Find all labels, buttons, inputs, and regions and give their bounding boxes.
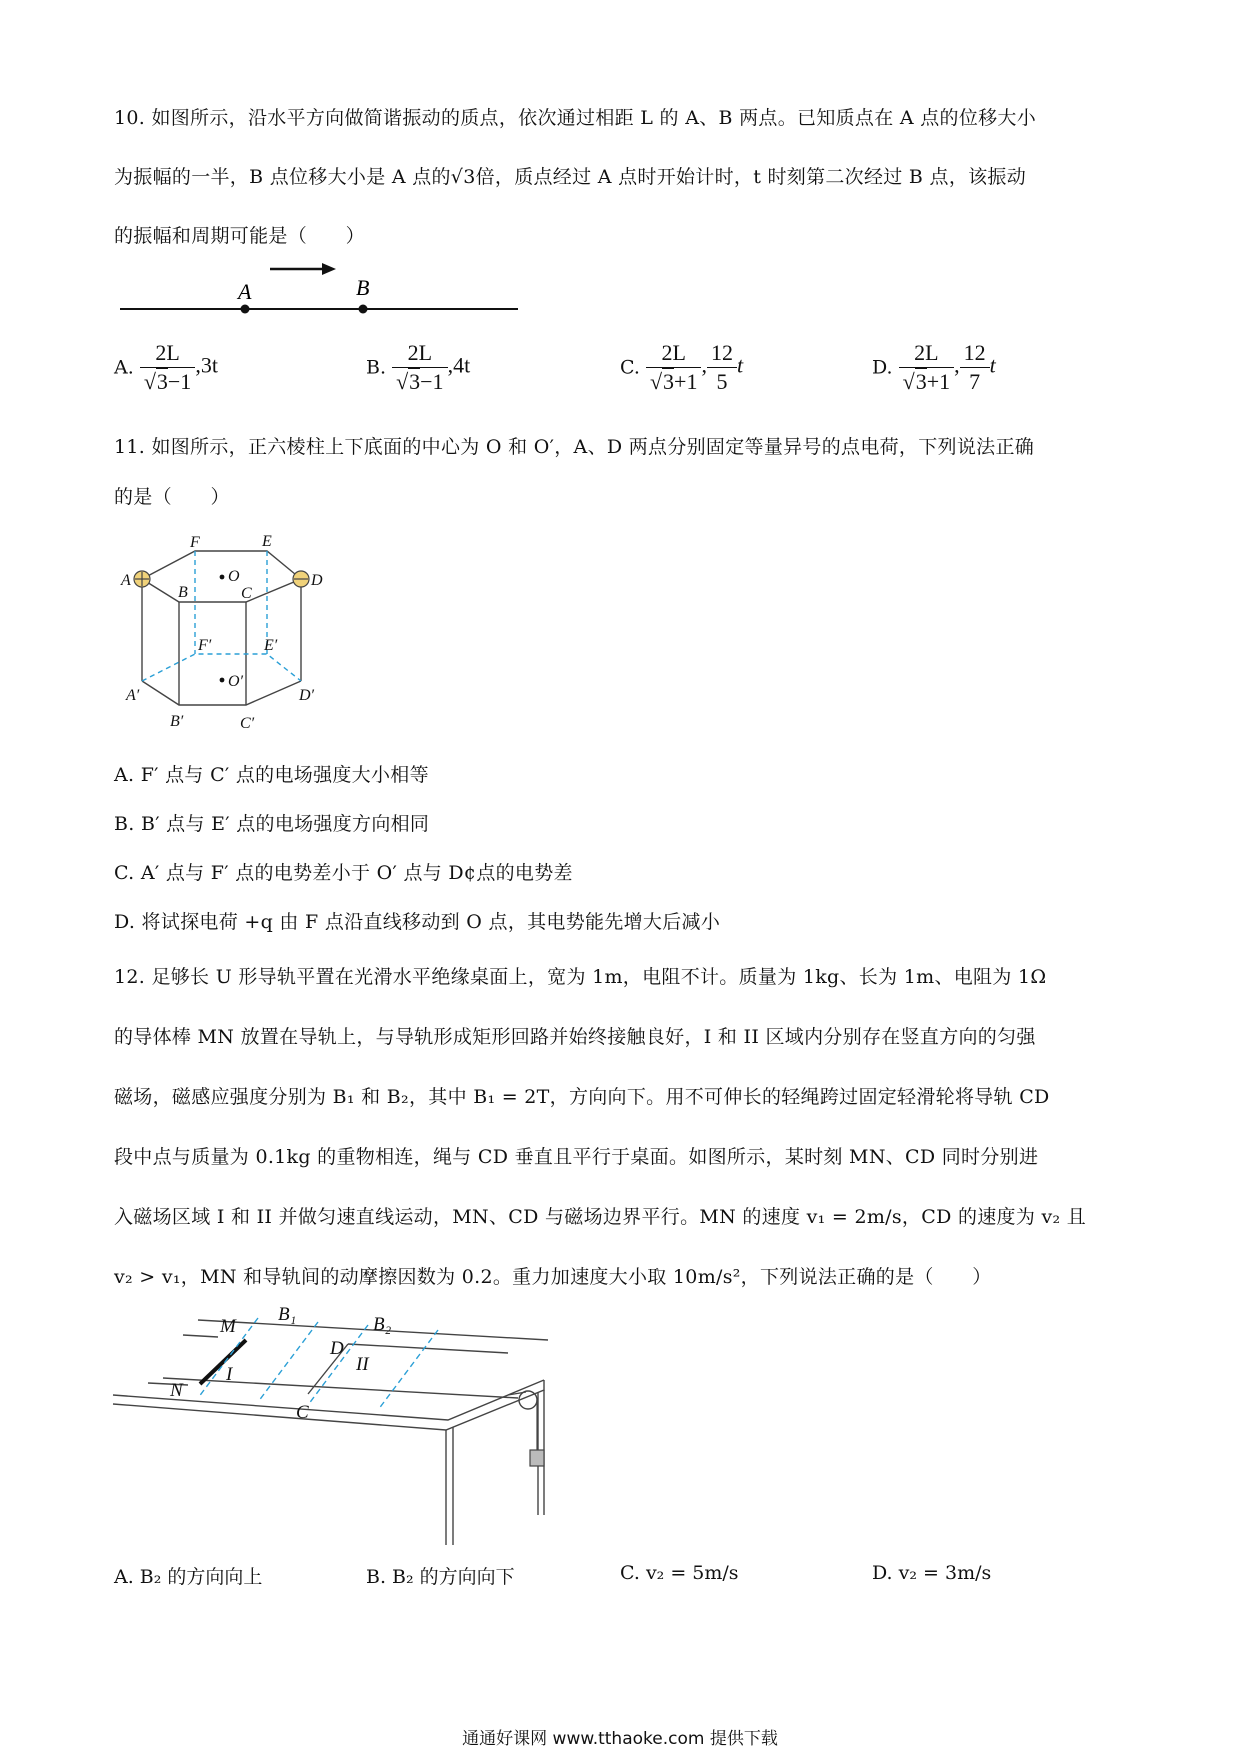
svg-text:O: O: [228, 568, 240, 585]
svg-text:A: A: [121, 572, 131, 589]
q12-option-d[interactable]: D. v₂ = 3m/s: [872, 1562, 992, 1584]
svg-text:E: E: [262, 533, 272, 550]
q11-line-1: 11. 如图所示，正六棱柱上下底面的中心为 O 和 O′，A、D 两点分别固定等量异号的点电荷，下列说法正确: [114, 436, 1035, 458]
svg-text:I: I: [226, 1364, 233, 1385]
page-footer: 通通好课网 www.tthaoke.com 提供下载: [462, 1729, 778, 1749]
svg-text:B: B: [178, 584, 188, 601]
svg-text:D: D: [311, 572, 323, 589]
svg-text:C′: C′: [240, 715, 255, 732]
q10-option-d[interactable]: D. $\frac{2L}{√3+1}$ , $\frac{12}{7}$ t: [872, 340, 996, 394]
q11-option-d[interactable]: D. 将试探电荷 +q 由 F 点沿直线移动到 O 点，其电势能先增大后减小: [114, 911, 721, 933]
svg-text:F: F: [190, 534, 200, 551]
svg-text:II: II: [356, 1354, 369, 1375]
q11-option-a[interactable]: A. F′ 点与 C′ 点的电场强度大小相等: [114, 764, 429, 786]
label-b: B: [356, 275, 370, 300]
svg-text:E′: E′: [264, 637, 278, 654]
svg-text:D: D: [330, 1338, 344, 1359]
label-a: A: [238, 279, 252, 304]
svg-text:B′: B′: [170, 713, 184, 730]
q11-option-c[interactable]: C. A′ 点与 F′ 点的电势差小于 O′ 点与 D¢点的电势差: [114, 862, 573, 884]
svg-text:N: N: [170, 1380, 183, 1401]
q12-line-5: 入磁场区域 I 和 II 并做匀速直线运动，MN、CD 与磁场边界平行。MN 的速度 v₁ = 2m/s，CD 的速度为 v₂ 且: [114, 1206, 1087, 1228]
q10-line-1: 10. 如图所示，沿水平方向做简谐振动的质点，依次通过相距 L 的 A、B 两点。已知质点在 A 点的位移大小: [114, 107, 1037, 129]
q12-line-3: 磁场，磁感应强度分别为 B₁ 和 B₂，其中 B₁ = 2T，方向向下。用不可伸长的轻绳跨过固定轻滑轮将导轨 CD: [114, 1086, 1050, 1108]
q11-line-2: 的是（ ）: [114, 486, 230, 508]
q10-option-c[interactable]: C. $\frac{2L}{√3+1}$ , $\frac{12}{5}$ t: [620, 340, 744, 394]
pulley-icon: [519, 1391, 537, 1409]
svg-text:F′: F′: [198, 637, 212, 654]
svg-text:A′: A′: [126, 687, 140, 704]
q12-line-1: 12. 足够长 U 形导轨平置在光滑水平绝缘桌面上，宽为 1m，电阻不计。质量为 1kg、长为 1m、电阻为 1Ω: [114, 966, 1047, 988]
svg-text:M: M: [220, 1316, 236, 1337]
q12-line-2: 的导体棒 MN 放置在导轨上，与导轨形成矩形回路并始终接触良好，I 和 II 区域内分别存在竖直方向的匀强: [114, 1026, 1036, 1048]
q11-hexagonal-prism-figure: [118, 528, 338, 738]
q11-option-b[interactable]: B. B′ 点与 E′ 点的电场强度方向相同: [114, 813, 430, 835]
q10-figure: [110, 255, 530, 315]
svg-text:B₂: B₂: [373, 1314, 392, 1335]
weight-icon: [530, 1450, 544, 1466]
q12-line-4: 段中点与质量为 0.1kg 的重物相连，绳与 CD 垂直且平行于桌面。如图所示，某时刻 MN、CD 同时分别进: [114, 1146, 1039, 1168]
q10-line-3: 的振幅和周期可能是（ ）: [114, 225, 365, 247]
q12-line-6: v₂ > v₁，MN 和导轨间的动摩擦因数为 0.2。重力加速度大小取 10m/s²，下列说法正确的是（ ）: [114, 1266, 992, 1288]
q12-option-b[interactable]: B. B₂ 的方向向下: [366, 1566, 515, 1588]
svg-text:B₁: B₁: [278, 1304, 297, 1325]
q10-option-b[interactable]: B. $\frac{2L}{√3-1}$ ,4t: [366, 340, 471, 394]
svg-text:C: C: [296, 1402, 309, 1423]
q12-option-c[interactable]: C. v₂ = 5m/s: [620, 1562, 739, 1584]
rod-mn: [200, 1340, 246, 1384]
q10-line-2: 为振幅的一半，B 点位移大小是 A 点的√3倍，质点经过 A 点时开始计时，t 时刻第二次经过 B 点，该振动: [114, 166, 1027, 188]
point-a: [241, 305, 250, 314]
q12-rail-figure: [108, 1300, 568, 1550]
svg-text:D′: D′: [299, 687, 315, 704]
q10-option-a[interactable]: A. $\frac{2L}{√3-1}$ ,3t: [114, 340, 218, 394]
svg-text:O′: O′: [228, 673, 244, 690]
q12-option-a[interactable]: A. B₂ 的方向向上: [114, 1566, 263, 1588]
point-b: [359, 305, 368, 314]
svg-text:C: C: [241, 585, 252, 602]
